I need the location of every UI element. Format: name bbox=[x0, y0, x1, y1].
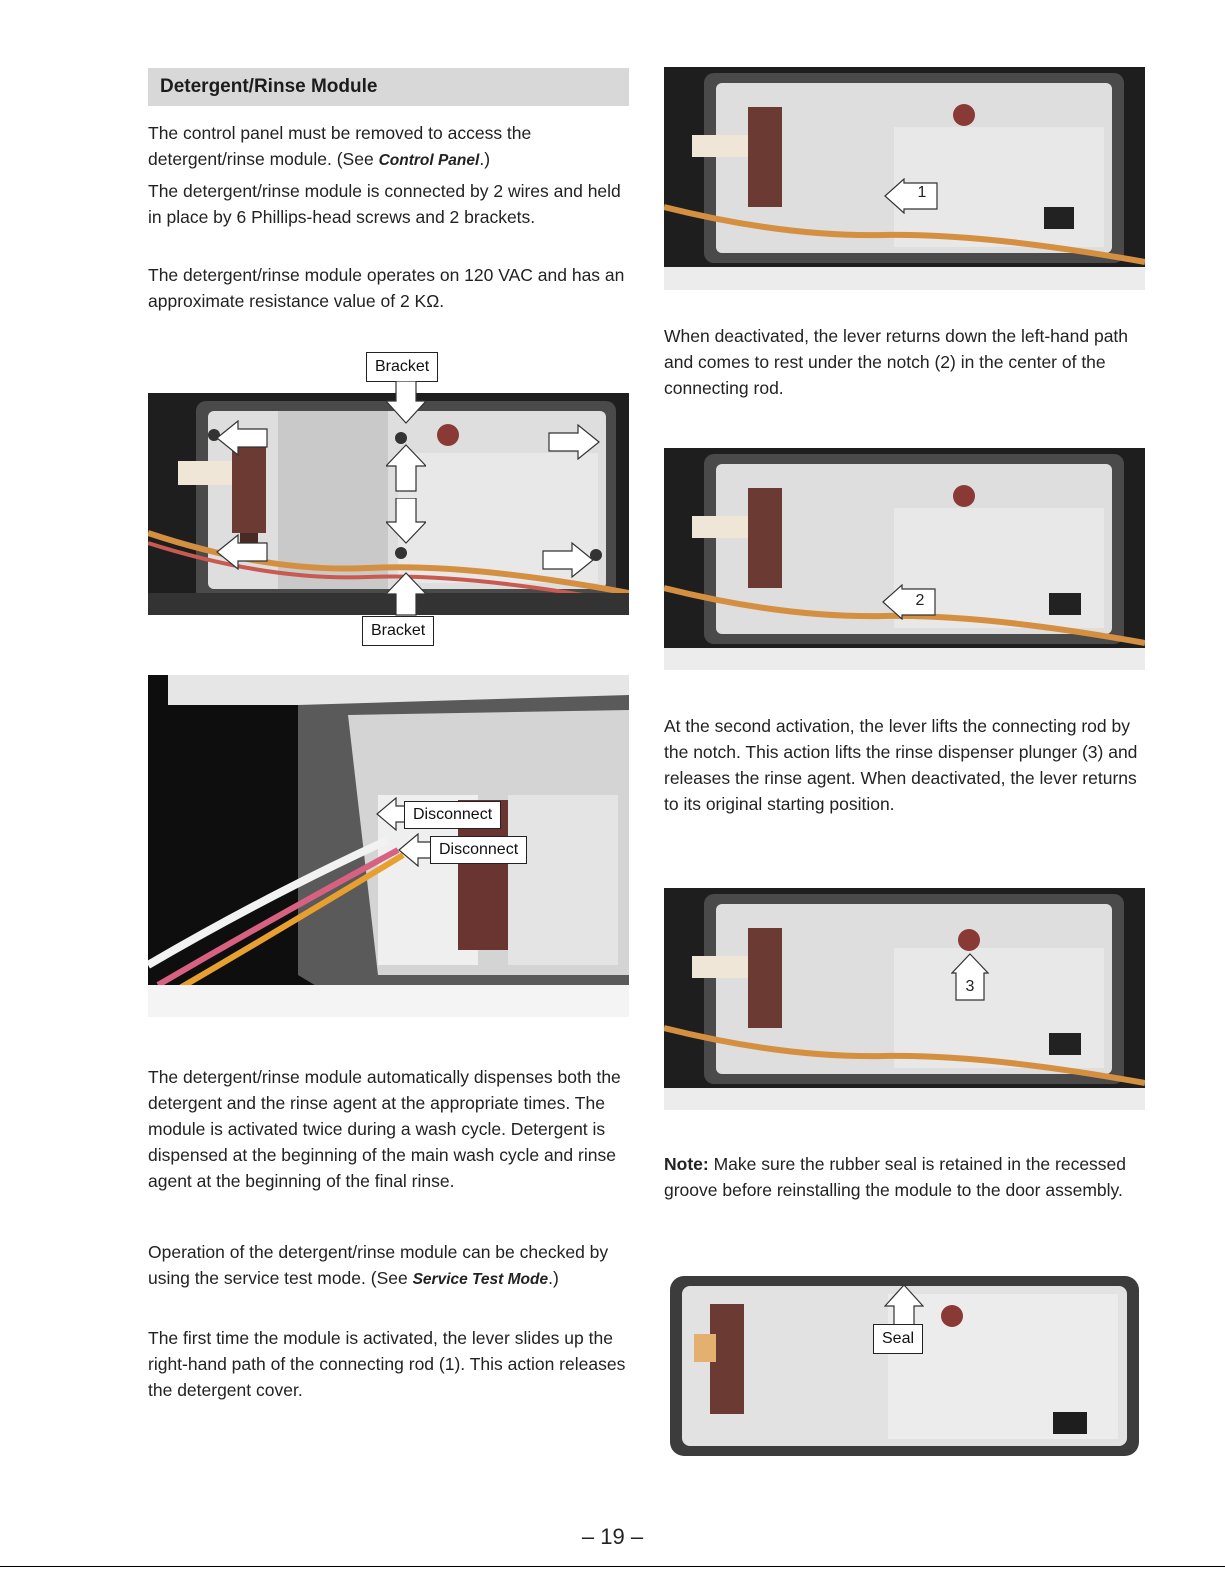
screw-left-bottom-arrow-icon bbox=[216, 534, 268, 570]
bracket-bottom-label: Bracket bbox=[362, 616, 434, 646]
disconnect-2-label: Disconnect bbox=[430, 836, 527, 864]
step-1-number: 1 bbox=[917, 184, 927, 201]
step-3-number: 3 bbox=[965, 978, 975, 995]
service-test-paragraph: Operation of the detergent/rinse module can be checked by using the service test mode. (See Service Test Mode.) bbox=[148, 1242, 609, 1288]
seal-label: Seal bbox=[873, 1324, 923, 1354]
step-2-photo bbox=[664, 448, 1145, 670]
screw-up-arrow-icon bbox=[386, 444, 426, 492]
screw-down-arrow-icon bbox=[386, 498, 426, 544]
section-header bbox=[148, 68, 629, 106]
section-title: Detergent/Rinse Module bbox=[160, 76, 378, 97]
voltage-paragraph: The detergent/rinse module operates on 120 VAC and has an approximate resistance value of 2 KΩ. bbox=[148, 265, 625, 311]
step-3-photo bbox=[664, 888, 1145, 1110]
wires-screws-paragraph: The detergent/rinse module is connected by 2 wires and held in place by 6 Phillips-head screws and 2 brackets. bbox=[148, 181, 621, 227]
step-2-number: 2 bbox=[915, 592, 925, 609]
screw-right-bottom-arrow-icon bbox=[542, 542, 594, 578]
footer-rule bbox=[0, 1566, 1225, 1567]
control-panel-reference: Control Panel bbox=[378, 152, 480, 169]
intro-paragraph: The control panel must be removed to access the detergent/rinse module. (See Control Panel.) bbox=[148, 123, 532, 169]
page-number: – 19 – bbox=[581, 1524, 644, 1549]
operation-paragraph: The detergent/rinse module automatically dispenses both the detergent and the rinse agent at the appropriate times. The module is activated twice during a wash cycle. Detergent is dispensed at the beginning of the main wash cycle and rinse agent at the beginning of the final rinse. bbox=[148, 1067, 621, 1191]
note-label: Note: bbox=[664, 1154, 709, 1174]
service-test-mode-reference: Service Test Mode bbox=[412, 1271, 549, 1288]
screw-right-top-arrow-icon bbox=[548, 424, 600, 460]
note-paragraph: Note: Make sure the rubber seal is retained in the recessed groove before reinstalling the module to the door assembly. bbox=[664, 1154, 1127, 1200]
screw-left-top-arrow-icon bbox=[216, 420, 268, 456]
second-activation-paragraph: At the second activation, the lever lifts the connecting rod by the notch. This action lifts the rinse dispenser plunger (3) and releases the rinse agent. When deactivated, the lever returns to its original starting position. bbox=[664, 716, 1138, 814]
bracket-top-label: Bracket bbox=[366, 352, 438, 382]
disconnect-1-label: Disconnect bbox=[404, 801, 501, 829]
deactivation-paragraph: When deactivated, the lever returns down the left-hand path and comes to rest under the notch (2) in the center of the connecting rod. bbox=[664, 326, 1129, 398]
wire-disconnect-photo bbox=[148, 675, 629, 1017]
bracket-top-arrow-icon bbox=[386, 381, 426, 425]
first-activation-paragraph: The first time the module is activated, the lever slides up the right-hand path of the connecting rod (1). This action releases the detergent cover. bbox=[148, 1328, 626, 1400]
bracket-bottom-arrow-icon bbox=[386, 572, 426, 616]
